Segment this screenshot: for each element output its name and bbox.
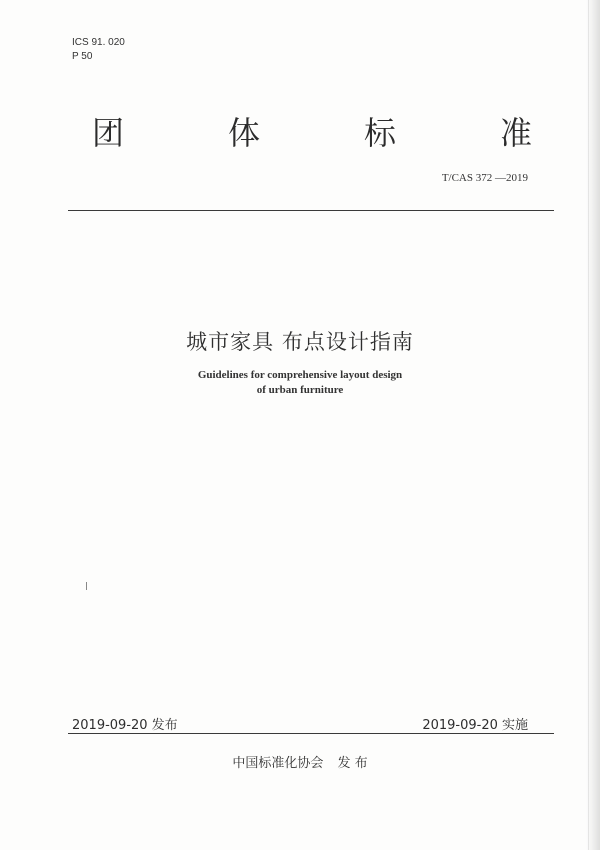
title-english-line-2: of urban furniture (256, 384, 344, 396)
scan-speck (86, 582, 87, 590)
ccs-code: P 50 (72, 51, 93, 62)
standard-type-heading (92, 108, 532, 154)
ics-code: ICS 91. 020 (72, 37, 125, 48)
publisher-name: 中国标准化协会 (232, 756, 324, 771)
bottom-divider (68, 733, 554, 734)
classification-codes (72, 36, 125, 64)
title-english (0, 368, 600, 398)
top-divider (68, 210, 554, 211)
standard-type-char: 准 (499, 114, 532, 152)
standard-type-char: 标 (363, 114, 396, 152)
implementation-date: 2019-09-20 实施 (422, 718, 528, 733)
standard-number: T/CAS 372 —2019 (441, 172, 528, 184)
issue-date: 2019-09-20 发布 (72, 718, 178, 733)
publisher-action: 发 布 (337, 756, 368, 771)
standard-type-char: 体 (227, 114, 260, 152)
standard-type-char: 团 (92, 114, 125, 152)
publisher-line (0, 752, 600, 771)
scan-edge-line (588, 0, 589, 850)
title-chinese: 城市家具 布点设计指南 (186, 330, 414, 354)
title-english-line-1: Guidelines for comprehensive layout design (197, 369, 403, 381)
